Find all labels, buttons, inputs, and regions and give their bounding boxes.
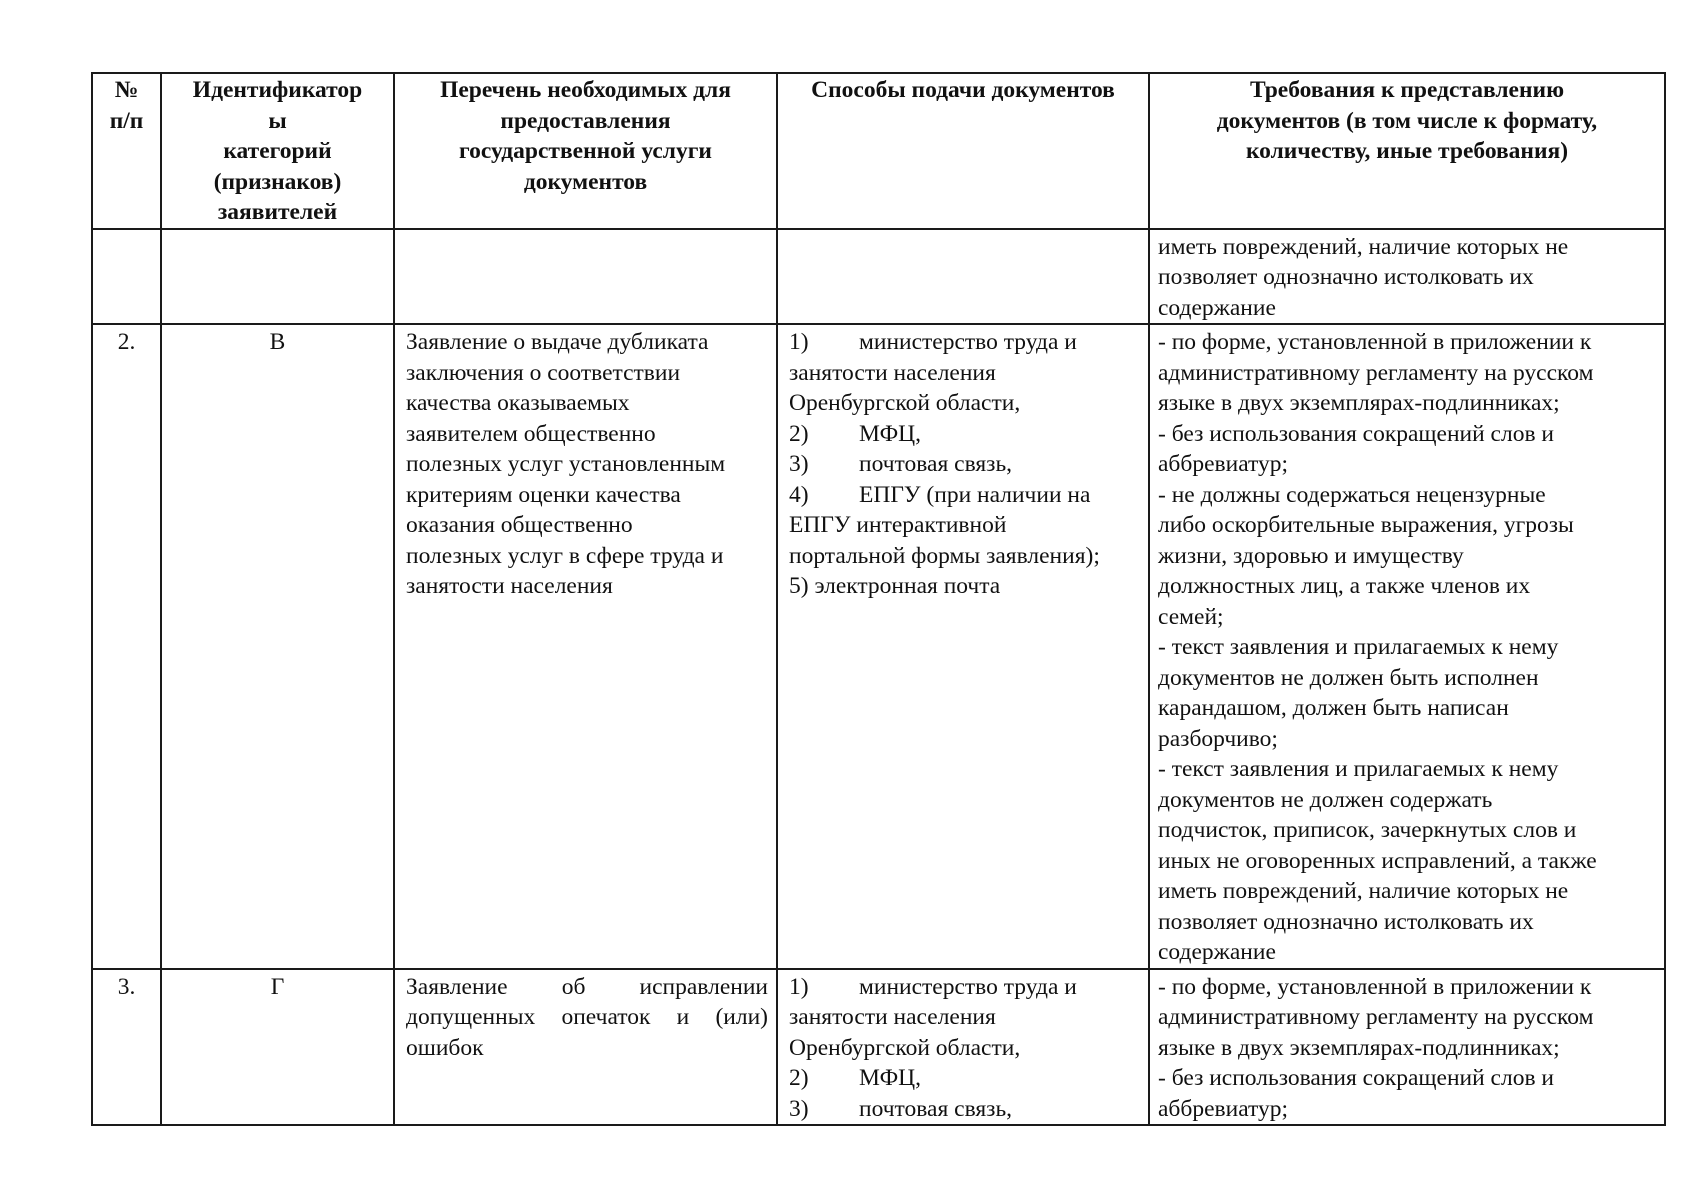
- cell-empty: [92, 229, 161, 325]
- row-number: 2.: [92, 324, 161, 969]
- cell-documents: Заявление об исправлении допущенных опечаток и (или) ошибок: [394, 969, 777, 1126]
- cell-documents: Заявление о выдаче дубликата заключения о соответствии качества оказываемых заявителем общественно полезных услуг установленным критериям оценки качества оказания общественно полезных услуг в сфере труда и занятости населения: [394, 324, 777, 969]
- cell-empty: [161, 229, 394, 325]
- word: опечаток: [561, 1004, 651, 1030]
- justified-line: [406, 1002, 768, 1033]
- word: исправлении: [639, 973, 768, 1000]
- table-row: [92, 969, 1665, 1126]
- list-item: 4) ЕПГУ (при наличии на: [789, 481, 1091, 508]
- requirements-table: [91, 72, 1666, 1126]
- list-item: 2) МФЦ,: [789, 1065, 921, 1091]
- word: (или): [715, 1004, 768, 1030]
- list-item: 2) МФЦ,: [789, 420, 921, 447]
- header-identifier: Идентификатор ы категорий (признаков) заявителей: [161, 73, 394, 229]
- cell-empty: [777, 229, 1149, 325]
- row-identifier: Г: [161, 969, 394, 1126]
- table-row: [92, 324, 1665, 969]
- justified-line: [406, 972, 768, 1003]
- cell-methods: 1) министерство труда и занятости населения Оренбургской области, 2) МФЦ, 3) почтовая связь, 4) ЕПГУ (при наличии на ЕПГУ интерактивной портальной формы заявления); 5) электронная почта: [777, 324, 1149, 969]
- header-requirements: Требования к представлению документов (в том числе к формату, количеству, иные требования): [1149, 73, 1665, 229]
- list-item: 1) министерство труда и: [789, 329, 1077, 355]
- list-item: 3) почтовая связь,: [789, 451, 1013, 477]
- header-num: № п/п: [92, 73, 161, 229]
- cell-requirements-continuation: иметь повреждений, наличие которых не позволяет однозначно истолковать их содержание: [1149, 229, 1665, 325]
- header-documents: Перечень необходимых для предоставления государственной услуги документов: [394, 73, 777, 229]
- row-identifier: В: [161, 324, 394, 969]
- cell-empty: [394, 229, 777, 325]
- word: и: [676, 1004, 690, 1030]
- word: об: [561, 973, 586, 1000]
- cell-methods: 1) министерство труда и занятости населения Оренбургской области, 2) МФЦ, 3) почтовая связь,: [777, 969, 1149, 1126]
- row-number: 3.: [92, 969, 161, 1126]
- table-row-continuation: [92, 229, 1665, 325]
- cell-requirements: - по форме, установленной в приложении к административному регламенту на русском языке в двух экземплярах-подлинниках; - без использования сокращений слов и аббревиатур;: [1149, 969, 1665, 1126]
- list-item: 3) почтовая связь,: [789, 1095, 1013, 1122]
- list-item: 1) министерство труда и: [789, 973, 1077, 1000]
- header-methods: Способы подачи документов: [777, 73, 1149, 229]
- cell-requirements: - по форме, установленной в приложении к административному регламенту на русском языке в двух экземплярах-подлинниках; - без использования сокращений слов и аббревиатур; - не должны содержаться нецензурные либо оскорбительные выражения, угрозы жизни, здоровью и имуществу должностных лиц, а также членов их семей; - текст заявления и прилагаемых к нему документов не должен быть исполнен карандашом, должен быть написан разборчиво; - текст заявления и прилагаемых к нему документов не должен содержать подчисток, приписок, зачеркнутых слов и иных не оговоренных исправлений, а также иметь повреждений, наличие которых не позволяет однозначно истолковать их содержание: [1149, 324, 1665, 969]
- word: допущенных: [406, 1004, 536, 1030]
- word: Заявление: [406, 973, 508, 1000]
- table-header-row: [92, 73, 1665, 229]
